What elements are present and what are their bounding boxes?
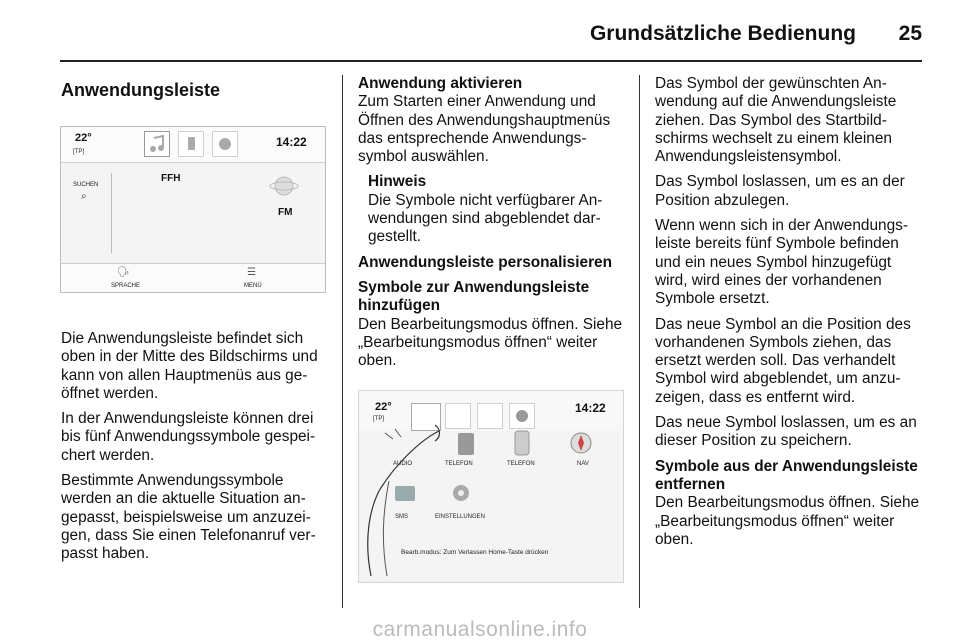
paragraph: Das neue Symbol loslassen, um es an dieser Position zu speichern. bbox=[655, 414, 917, 450]
paragraph: Das Symbol loslassen, um es an der Position abzulegen. bbox=[655, 173, 905, 209]
section-title: Anwendungsleiste bbox=[61, 80, 221, 100]
column-2 bbox=[358, 75, 626, 377]
menu-label[interactable]: MENÜ bbox=[244, 283, 262, 289]
gear-icon[interactable] bbox=[447, 479, 475, 507]
temperature: 22° bbox=[75, 132, 92, 144]
voice-icon[interactable]: 🗣 bbox=[117, 267, 130, 278]
temperature: 22° bbox=[375, 401, 392, 413]
subheading: Anwendung aktivieren bbox=[358, 75, 523, 92]
paragraph: Wenn wenn sich in der Anwendungsleiste bereits fünf Symbole befinden und ein neues Symbol hinzugefügt wird, wird eines der vorhandenen Symbole ersetzt. bbox=[655, 217, 908, 308]
paragraph: Das neue Symbol an die Position des vorhandenen Symbols ziehen, das ersetzt werden soll. Das verhandelt Symbol wird abgeblendet, um anzuzeigen, dass es entfernt wird. bbox=[655, 315, 911, 406]
watermark: carmanualsonline.info bbox=[372, 618, 588, 641]
column-3 bbox=[655, 75, 923, 556]
menu-icon[interactable]: ☰ bbox=[247, 267, 256, 278]
infotainment-screen-edit-mode bbox=[358, 390, 624, 583]
header-divider bbox=[60, 60, 922, 62]
app-label[interactable]: EINSTELLUNGEN bbox=[435, 514, 486, 520]
music-note-icon[interactable] bbox=[144, 131, 170, 157]
phone-app-icon[interactable] bbox=[455, 431, 477, 457]
note-title: Hinweis bbox=[368, 173, 427, 191]
paragraph: Das Symbol der gewünschten Anwendung auf die Anwendungsleiste ziehen. Das Symbol des Startbildschirms wechselt zu einem kleinen Anwendungsleistensymbol. bbox=[655, 75, 897, 166]
infotainment-screen-home bbox=[60, 126, 326, 293]
search-icon[interactable]: ⌕ bbox=[81, 191, 87, 202]
interaction-bar bbox=[61, 263, 325, 293]
app-label[interactable]: AUDIO bbox=[393, 461, 413, 467]
app-label[interactable]: TELEFON bbox=[507, 461, 535, 467]
clock: 14:22 bbox=[276, 135, 307, 149]
page-header bbox=[60, 22, 922, 58]
column-1 bbox=[61, 330, 327, 571]
paragraph: Bestimmte Anwendungssymbole werden an die aktuelle Situation angepasst, beispielsweise um anzuzeigen, dass Sie einen Telefonanruf verpasst haben. bbox=[61, 472, 316, 563]
subheading: Anwendungsleiste personalisieren bbox=[358, 253, 613, 271]
app-label[interactable]: TELEFON bbox=[445, 461, 473, 467]
subheading: Symbole aus der Anwendungsleiste entfernen bbox=[655, 457, 918, 493]
info-icon[interactable] bbox=[509, 403, 535, 429]
paragraph: In der Anwendungsleiste können drei bis fünf Anwendungssymbole gespeichert werden. bbox=[61, 410, 316, 464]
tp-indicator: [TP] bbox=[373, 416, 385, 422]
note-box bbox=[358, 173, 626, 246]
column-divider bbox=[342, 75, 343, 608]
info-icon[interactable] bbox=[212, 131, 238, 157]
compass-icon[interactable] bbox=[569, 431, 593, 455]
paragraph: Die Anwendungsleiste befindet sich oben in der Mitte des Bildschirms und kann von allen Hauptmenüs aus geöffnet werden. bbox=[61, 330, 318, 402]
band-label: FM bbox=[278, 207, 293, 218]
panel-divider bbox=[111, 173, 112, 253]
radio-globe-icon bbox=[269, 171, 299, 201]
app-label[interactable]: NAV bbox=[577, 461, 589, 467]
phone-app-icon[interactable] bbox=[511, 429, 533, 457]
edit-mode-status: Bearb.modus: Zum Verlassen Home-Taste drücken bbox=[401, 549, 549, 556]
phone-icon[interactable] bbox=[477, 403, 503, 429]
subheading: Symbole zur Anwendungsleiste hinzufügen bbox=[358, 278, 590, 315]
paragraph: Den Bearbeitungsmodus öffnen. Siehe „Bearbeitungsmodus öffnen“ weiter oben. bbox=[655, 494, 920, 548]
search-label[interactable]: SUCHEN bbox=[73, 182, 99, 188]
station-name: FFH bbox=[161, 173, 181, 184]
clock: 14:22 bbox=[575, 401, 606, 415]
paragraph: Zum Starten einer Anwendung und Öffnen des Anwendungshauptmenüs das entsprechende Anwendungssymbol auswählen. bbox=[358, 93, 611, 166]
column-divider bbox=[639, 75, 640, 608]
app-label[interactable]: SMS bbox=[395, 514, 409, 520]
chapter-title: Grundsätzliche Bedienung bbox=[589, 22, 856, 45]
tp-indicator: [TP] bbox=[73, 149, 85, 155]
note-text: Die Symbole nicht verfügbarer Anwendungen sind abgeblendet dargestellt. bbox=[368, 191, 603, 246]
paragraph: Den Bearbeitungsmodus öffnen. Siehe „Bearbeitungsmodus öffnen“ weiter oben. bbox=[358, 315, 623, 370]
voice-label[interactable]: SPRACHE bbox=[111, 283, 141, 289]
phone-icon[interactable] bbox=[178, 131, 204, 157]
page-number: 25 bbox=[898, 22, 922, 45]
